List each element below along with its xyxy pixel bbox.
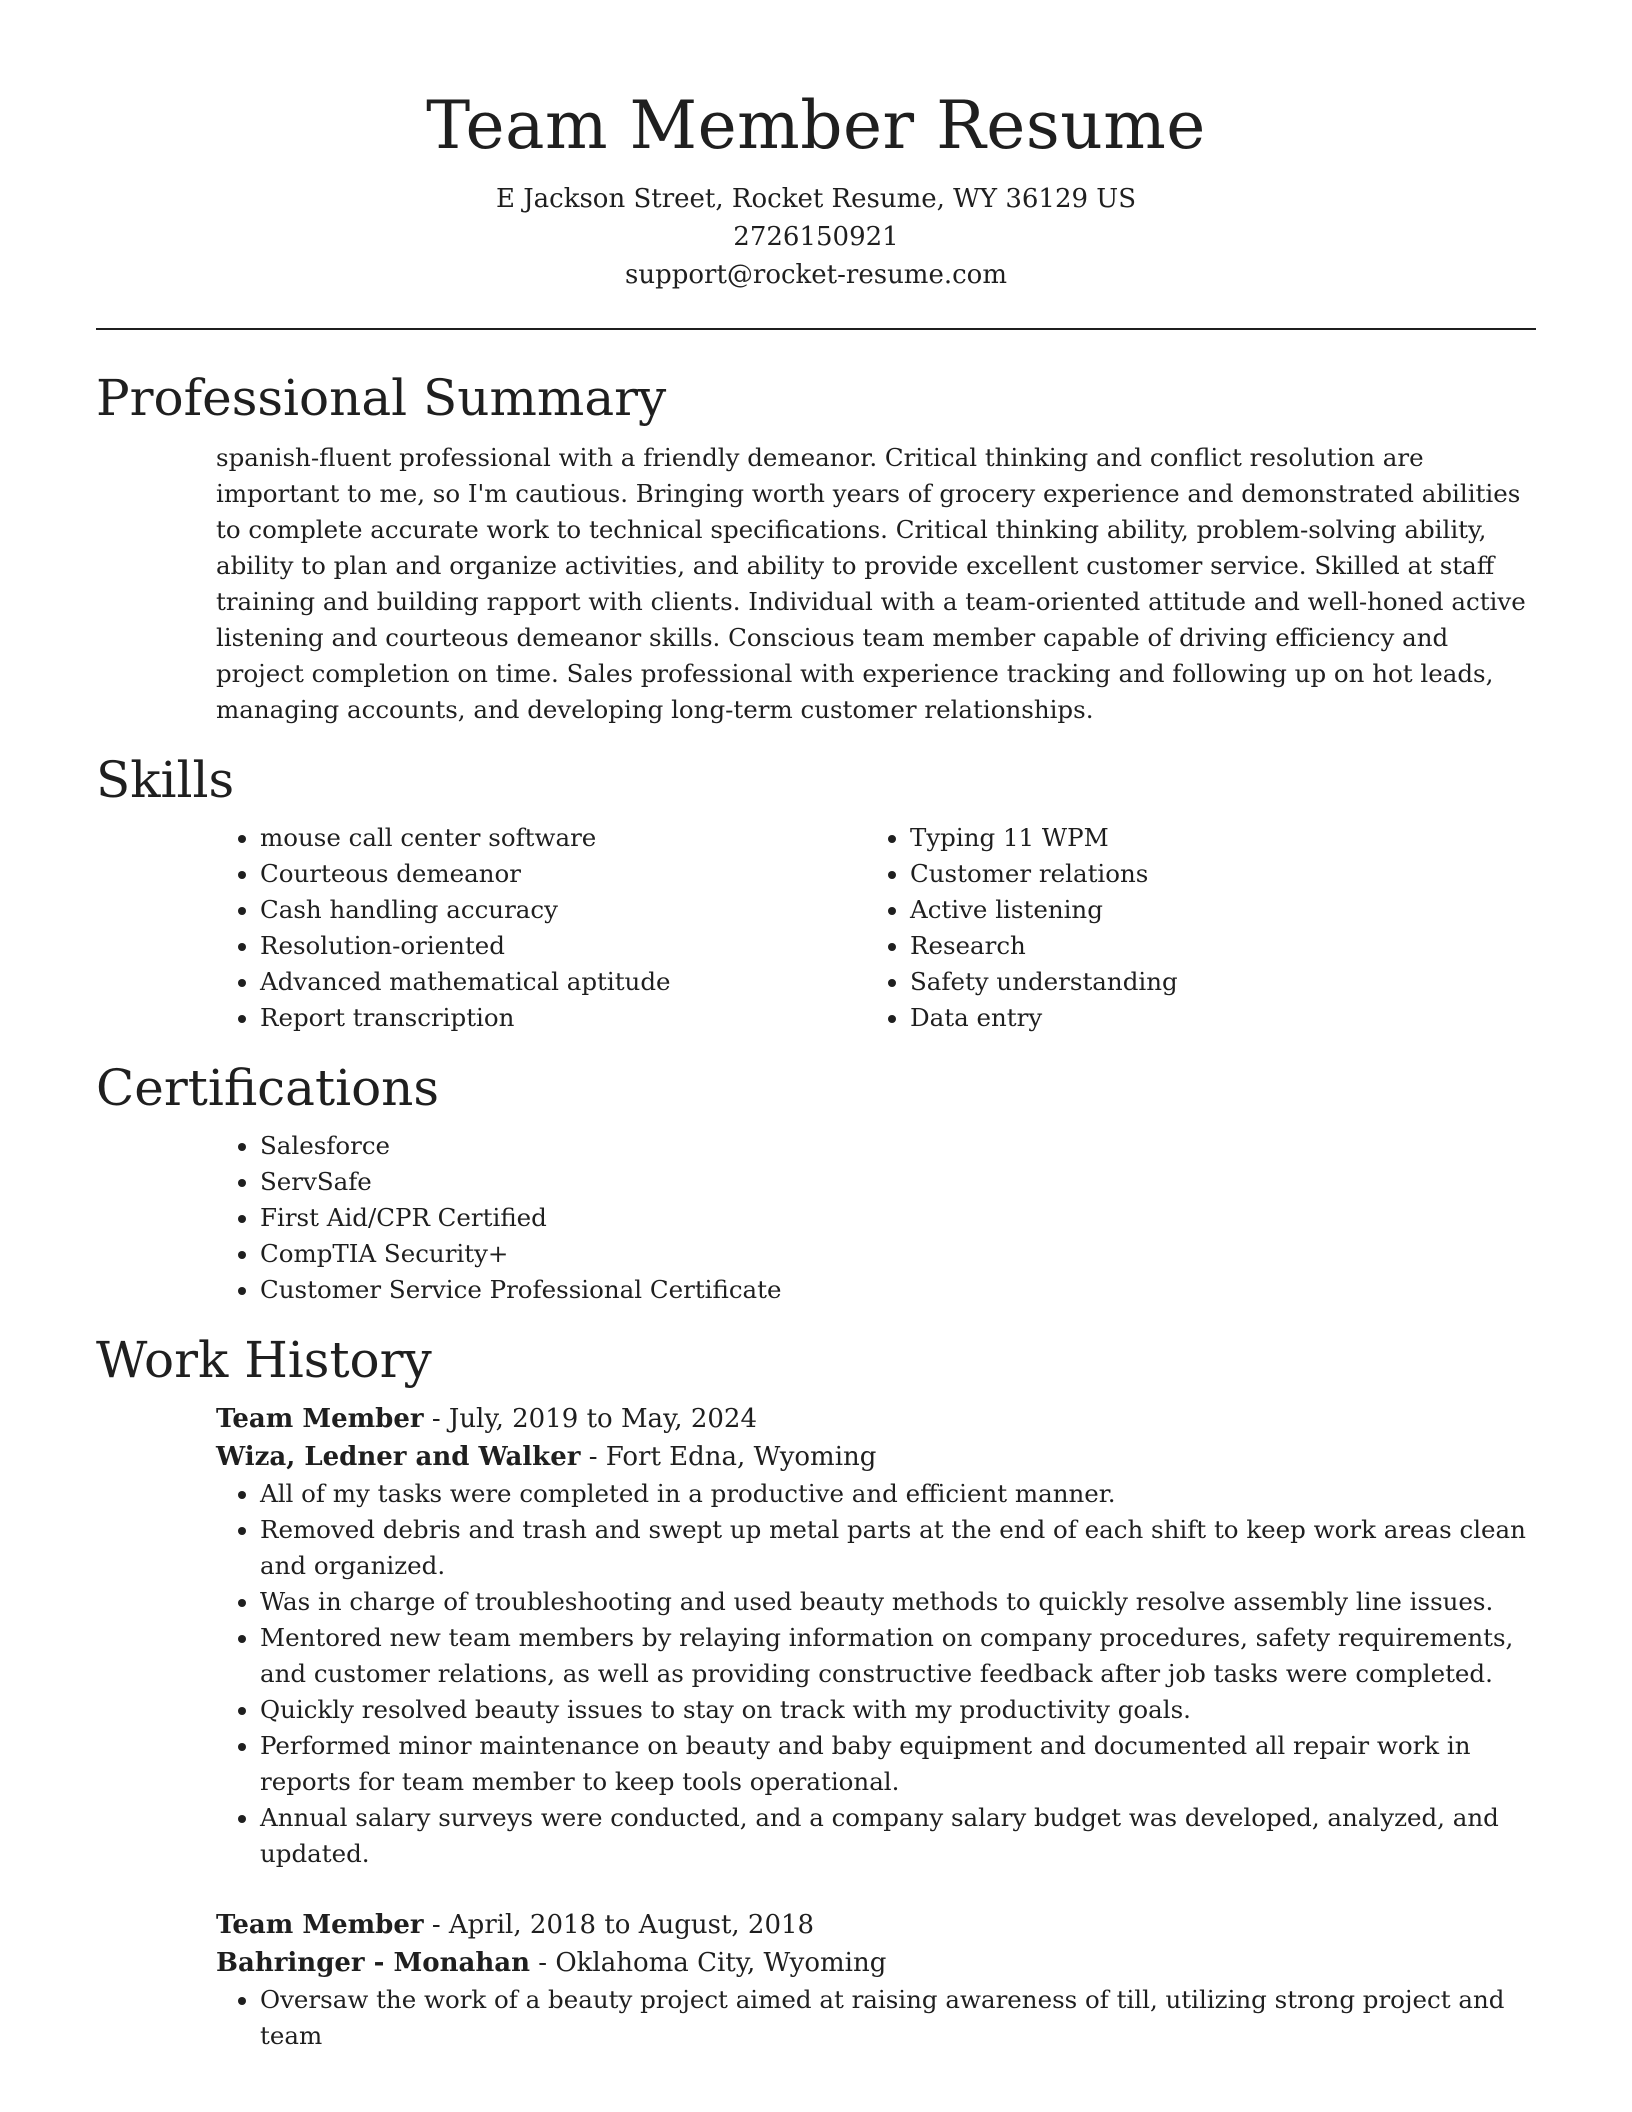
skill-item: • Resolution-oriented bbox=[260, 928, 866, 964]
skill-item: • Courteous demeanor bbox=[260, 856, 866, 892]
job-dates: - April, 2018 to August, 2018 bbox=[423, 1910, 815, 1940]
skill-item: • Safety understanding bbox=[910, 964, 1516, 1000]
job-company: Wiza, Ledner and Walker bbox=[216, 1442, 581, 1472]
skill-item: • Advanced mathematical aptitude bbox=[260, 964, 866, 1000]
certifications-list bbox=[216, 1128, 1536, 1308]
summary-heading: Professional Summary bbox=[96, 369, 667, 427]
contact-info bbox=[96, 180, 1536, 294]
skills-column-left bbox=[216, 820, 866, 1036]
job-duty-item: • Mentored new team members by relaying information on company procedures, safety requirements, and customer relations, as well as providing constructive feedback after job tasks were completed. bbox=[260, 1620, 1536, 1692]
resume-page bbox=[96, 0, 1536, 2054]
job-dates: - July, 2019 to May, 2024 bbox=[423, 1404, 757, 1434]
certifications-heading: Certifications bbox=[96, 1059, 440, 1117]
job-role: Team Member bbox=[216, 1910, 424, 1940]
skills-list-left bbox=[216, 820, 866, 1036]
contact-phone: 2726150921 bbox=[733, 222, 899, 252]
skill-item: • Data entry bbox=[910, 1000, 1516, 1036]
certifications-list-wrap bbox=[216, 1128, 1536, 1308]
skills-column-right bbox=[866, 820, 1516, 1036]
job-duties-list bbox=[216, 1476, 1536, 1872]
skill-item: • mouse call center software bbox=[260, 820, 866, 856]
certification-item: • Customer Service Professional Certificate bbox=[260, 1272, 1536, 1308]
skills-section bbox=[96, 750, 1536, 1036]
summary-text: spanish-fluent professional with a friendly demeanor. Critical thinking and conflict resolution are important to me, so I'm cautious. Bringing worth years of grocery experience and demonstrated abilities to complete accurate work to technical specifications. Critical thinking ability, problem-solving ability, ability to plan and organize activities, and ability to provide excellent customer service. Skilled at staff training and building rapport with clients. Individual with a team-oriented attitude and well-honed active listening and courteous demeanor skills. Conscious team member capable of driving efficiency and project completion on time. Sales professional with experience tracking and following up on hot leads, managing accounts, and developing long-term customer relationships. bbox=[216, 443, 1526, 724]
job-duty-item: • Annual salary surveys were conducted, and a company salary budget was developed, analyzed, and updated. bbox=[260, 1800, 1536, 1872]
job-company: Bahringer - Monahan bbox=[216, 1948, 531, 1978]
job-duties-list bbox=[216, 1982, 1536, 2054]
skill-item: • Research bbox=[910, 928, 1516, 964]
certification-item: • CompTIA Security+ bbox=[260, 1236, 1536, 1272]
skills-list-right bbox=[866, 820, 1516, 1036]
job-title-line bbox=[216, 1906, 1536, 1944]
skill-item: • Customer relations bbox=[910, 856, 1516, 892]
job-company-line bbox=[216, 1944, 1536, 1982]
skill-item: • Typing 11 WPM bbox=[910, 820, 1516, 856]
resume-header bbox=[96, 0, 1536, 294]
certifications-section bbox=[96, 1058, 1536, 1308]
contact-email: support@rocket-resume.com bbox=[624, 260, 1007, 290]
skills-heading: Skills bbox=[96, 751, 235, 809]
job-entry bbox=[216, 1906, 1536, 2054]
skills-grid bbox=[216, 820, 1536, 1036]
job-duty-item: • Oversaw the work of a beauty project aimed at raising awareness of till, utilizing strong project and team bbox=[260, 1982, 1536, 2054]
job-entry bbox=[216, 1400, 1536, 1872]
job-duty-item: • All of my tasks were completed in a productive and efficient manner. bbox=[260, 1476, 1536, 1512]
skill-item: • Active listening bbox=[910, 892, 1516, 928]
header-divider bbox=[96, 328, 1536, 330]
job-role: Team Member bbox=[216, 1404, 424, 1434]
skill-item: • Report transcription bbox=[260, 1000, 866, 1036]
resume-title: Team Member Resume bbox=[426, 87, 1206, 164]
job-company-line bbox=[216, 1438, 1536, 1476]
job-duty-item: • Quickly resolved beauty issues to stay on track with my productivity goals. bbox=[260, 1692, 1536, 1728]
contact-address: E Jackson Street, Rocket Resume, WY 36129 US bbox=[495, 184, 1137, 214]
job-duty-item: • Removed debris and trash and swept up metal parts at the end of each shift to keep work areas clean and organized. bbox=[260, 1512, 1536, 1584]
work-history-heading: Work History bbox=[96, 1331, 432, 1389]
summary-section bbox=[96, 368, 1536, 728]
work-history-section bbox=[96, 1330, 1536, 2054]
skill-item: • Cash handling accuracy bbox=[260, 892, 866, 928]
job-duty-item: • Performed minor maintenance on beauty and baby equipment and documented all repair work in reports for team member to keep tools operational. bbox=[260, 1728, 1536, 1800]
certification-item: • First Aid/CPR Certified bbox=[260, 1200, 1536, 1236]
job-duty-item: • Was in charge of troubleshooting and used beauty methods to quickly resolve assembly line issues. bbox=[260, 1584, 1536, 1620]
certification-item: • Salesforce bbox=[260, 1128, 1536, 1164]
job-location: - Oklahoma City, Wyoming bbox=[530, 1948, 887, 1978]
certification-item: • ServSafe bbox=[260, 1164, 1536, 1200]
job-title-line bbox=[216, 1400, 1536, 1438]
job-location: - Fort Edna, Wyoming bbox=[580, 1442, 877, 1472]
